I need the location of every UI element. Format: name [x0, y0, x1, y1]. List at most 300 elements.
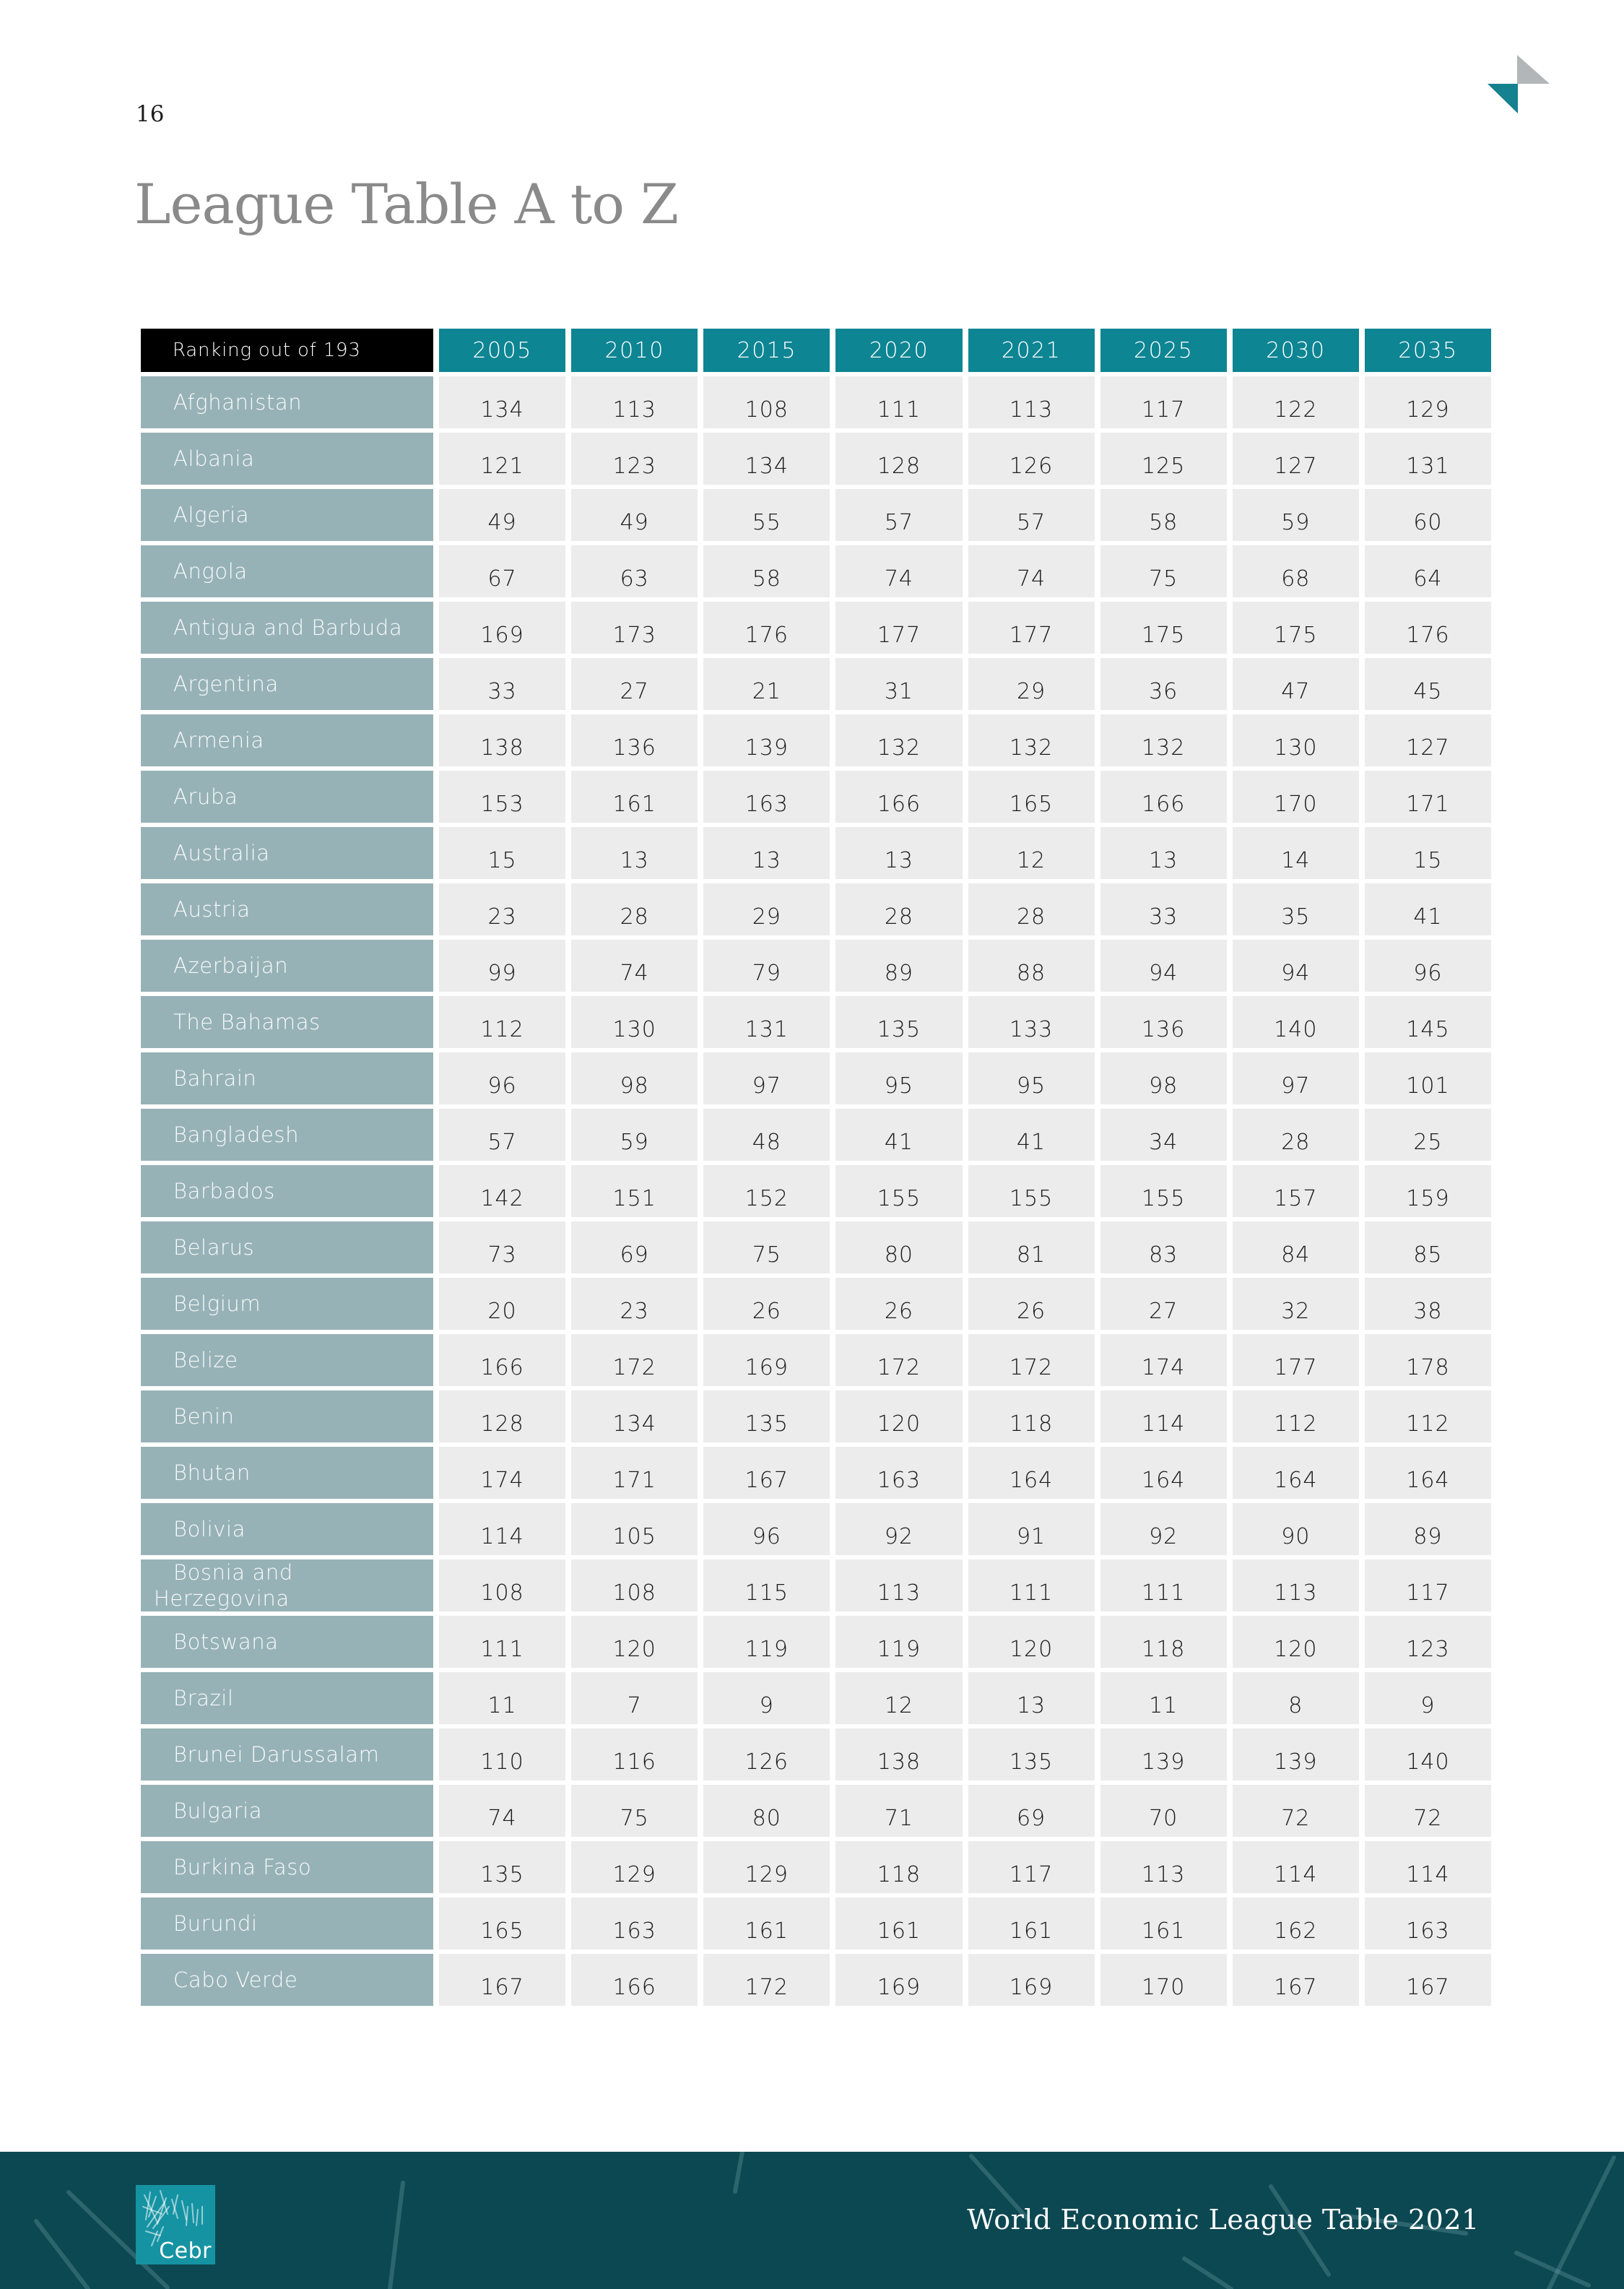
rank-value: 15 — [439, 827, 565, 879]
rank-value: 161 — [835, 1898, 962, 1950]
rank-value: 9 — [703, 1672, 830, 1724]
rank-value: 15 — [1365, 827, 1491, 879]
rank-value: 114 — [1233, 1841, 1359, 1893]
country-label — [141, 1841, 433, 1893]
rank-value: 163 — [703, 771, 830, 823]
rank-value: 25 — [1365, 1109, 1491, 1161]
country-name: Afghanistan — [173, 389, 303, 415]
rank-value: 139 — [703, 714, 830, 766]
rank-value: 27 — [1100, 1278, 1227, 1330]
page-number: 16 — [136, 101, 165, 127]
rank-value: 69 — [571, 1221, 698, 1273]
country-label — [141, 1052, 433, 1104]
rank-value: 74 — [835, 545, 962, 597]
country-label — [141, 883, 433, 935]
rank-value: 32 — [1233, 1278, 1359, 1330]
rank-value: 14 — [1233, 827, 1359, 879]
country-name: The Bahamas — [173, 1009, 321, 1034]
year-column-header: 2010 — [571, 329, 698, 372]
rank-value: 132 — [968, 714, 1095, 766]
country-name: Burkina Faso — [173, 1854, 312, 1879]
country-label — [141, 658, 433, 710]
country-label — [141, 489, 433, 541]
rank-value: 157 — [1233, 1165, 1359, 1217]
country-label — [141, 771, 433, 823]
country-label — [141, 545, 433, 597]
country-label — [141, 1898, 433, 1950]
country-label — [141, 996, 433, 1048]
rank-value: 163 — [835, 1447, 962, 1499]
rank-value: 9 — [1365, 1672, 1491, 1724]
rank-value: 167 — [1233, 1954, 1359, 2006]
cebr-logo-text: Cebr — [159, 2238, 212, 2264]
pinwheel-logo-icon — [1484, 51, 1556, 119]
rank-value: 163 — [571, 1898, 698, 1950]
country-name: Belgium — [173, 1291, 261, 1316]
rank-value: 111 — [439, 1616, 565, 1668]
rank-value: 71 — [835, 1785, 962, 1837]
rank-value: 112 — [1233, 1390, 1359, 1442]
rank-value: 173 — [571, 602, 698, 654]
rank-value: 34 — [1100, 1109, 1227, 1161]
rank-value: 162 — [1233, 1898, 1359, 1950]
rank-value: 132 — [835, 714, 962, 766]
rank-value: 113 — [968, 376, 1095, 428]
rank-value: 120 — [571, 1616, 698, 1668]
rank-value: 155 — [968, 1165, 1095, 1217]
rank-value: 166 — [1100, 771, 1227, 823]
rank-value: 112 — [1365, 1390, 1491, 1442]
country-name: Australia — [173, 840, 270, 865]
rank-value: 151 — [571, 1165, 698, 1217]
country-name: Bangladesh — [173, 1122, 300, 1147]
rank-value: 176 — [703, 602, 830, 654]
year-column-header: 2020 — [835, 329, 962, 372]
country-name: Armenia — [173, 727, 264, 753]
rank-value: 28 — [835, 883, 962, 935]
rank-value: 13 — [968, 1672, 1095, 1724]
country-label — [141, 1785, 433, 1837]
rank-value: 125 — [1100, 433, 1227, 485]
rank-value: 135 — [439, 1841, 565, 1893]
year-column-header: 2005 — [439, 329, 565, 372]
country-label — [141, 433, 433, 485]
rank-value: 118 — [1100, 1616, 1227, 1668]
country-label — [141, 714, 433, 766]
rank-value: 59 — [571, 1109, 698, 1161]
rank-value: 163 — [1365, 1898, 1491, 1950]
rank-value: 58 — [1100, 489, 1227, 541]
rank-value: 172 — [571, 1334, 698, 1386]
rank-value: 83 — [1100, 1221, 1227, 1273]
rank-value: 126 — [968, 433, 1095, 485]
rank-value: 80 — [703, 1785, 830, 1837]
country-name: Algeria — [173, 502, 250, 527]
footer-report-title: World Economic League Table 2021 — [967, 2204, 1480, 2236]
rank-value: 119 — [703, 1616, 830, 1668]
page-footer — [0, 2152, 1624, 2289]
rank-value: 136 — [1100, 996, 1227, 1048]
rank-value: 92 — [1100, 1503, 1227, 1555]
rank-value: 60 — [1365, 489, 1491, 541]
rank-value: 129 — [1365, 376, 1491, 428]
rank-value: 174 — [1100, 1334, 1227, 1386]
rank-value: 133 — [968, 996, 1095, 1048]
country-label — [141, 940, 433, 992]
country-label — [141, 1672, 433, 1724]
rank-value: 41 — [1365, 883, 1491, 935]
rank-value: 35 — [1233, 883, 1359, 935]
country-name: Argentina — [173, 671, 279, 696]
rank-value: 159 — [1365, 1165, 1491, 1217]
rank-value: 28 — [1233, 1109, 1359, 1161]
year-column-header: 2015 — [703, 329, 830, 372]
rank-value: 114 — [1365, 1841, 1491, 1893]
rank-value: 94 — [1233, 940, 1359, 992]
rank-value: 113 — [1233, 1559, 1359, 1611]
rank-value: 114 — [439, 1503, 565, 1555]
rank-value: 45 — [1365, 658, 1491, 710]
rank-value: 88 — [968, 940, 1095, 992]
rank-value: 29 — [968, 658, 1095, 710]
rank-value: 89 — [1365, 1503, 1491, 1555]
rank-value: 63 — [571, 545, 698, 597]
rank-value: 121 — [439, 433, 565, 485]
rank-value: 169 — [439, 602, 565, 654]
rank-value: 95 — [835, 1052, 962, 1104]
rank-value: 90 — [1233, 1503, 1359, 1555]
rank-value: 140 — [1233, 996, 1359, 1048]
country-label — [141, 376, 433, 428]
rank-value: 108 — [571, 1559, 698, 1611]
country-label — [141, 1616, 433, 1668]
rank-value: 135 — [835, 996, 962, 1048]
rank-value: 115 — [703, 1559, 830, 1611]
country-name: Azerbaijan — [173, 953, 289, 978]
rank-value: 166 — [439, 1334, 565, 1386]
rank-value: 75 — [1100, 545, 1227, 597]
country-name: Bolivia — [173, 1516, 246, 1541]
rank-value: 117 — [1365, 1559, 1491, 1611]
rank-value: 81 — [968, 1221, 1095, 1273]
country-label — [141, 1559, 433, 1611]
rank-value: 31 — [835, 658, 962, 710]
rank-value: 99 — [439, 940, 565, 992]
rank-value: 80 — [835, 1221, 962, 1273]
rank-value: 64 — [1365, 545, 1491, 597]
rank-value: 23 — [439, 883, 565, 935]
year-column-header: 2030 — [1233, 329, 1359, 372]
rank-value: 96 — [1365, 940, 1491, 992]
country-label — [141, 1503, 433, 1555]
rank-value: 26 — [968, 1278, 1095, 1330]
rank-value: 161 — [703, 1898, 830, 1950]
rank-value: 175 — [1233, 602, 1359, 654]
rank-value: 70 — [1100, 1785, 1227, 1837]
rank-value: 49 — [571, 489, 698, 541]
rank-value: 95 — [968, 1052, 1095, 1104]
rank-value: 105 — [571, 1503, 698, 1555]
rank-value: 169 — [703, 1334, 830, 1386]
rank-value: 167 — [703, 1447, 830, 1499]
rank-value: 97 — [703, 1052, 830, 1104]
rank-value: 12 — [968, 827, 1095, 879]
rank-value: 113 — [835, 1559, 962, 1611]
cebr-logo — [136, 2185, 215, 2264]
rank-value: 89 — [835, 940, 962, 992]
rank-value: 28 — [968, 883, 1095, 935]
rank-value: 166 — [835, 771, 962, 823]
rank-value: 123 — [1365, 1616, 1491, 1668]
rank-value: 28 — [571, 883, 698, 935]
rank-value: 47 — [1233, 658, 1359, 710]
rank-value: 13 — [703, 827, 830, 879]
rank-value: 7 — [571, 1672, 698, 1724]
rank-value: 129 — [703, 1841, 830, 1893]
rank-value: 26 — [835, 1278, 962, 1330]
rank-value: 96 — [703, 1503, 830, 1555]
rank-value: 79 — [703, 940, 830, 992]
rank-value: 122 — [1233, 376, 1359, 428]
rank-value: 177 — [968, 602, 1095, 654]
rank-value: 134 — [439, 376, 565, 428]
rank-value: 11 — [439, 1672, 565, 1724]
rank-value: 72 — [1233, 1785, 1359, 1837]
country-label — [141, 827, 433, 879]
rank-value: 140 — [1365, 1728, 1491, 1780]
rank-value: 98 — [1100, 1052, 1227, 1104]
country-label — [141, 1728, 433, 1780]
rank-value: 38 — [1365, 1278, 1491, 1330]
rank-value: 8 — [1233, 1672, 1359, 1724]
rank-value: 111 — [835, 376, 962, 428]
rank-value: 134 — [703, 433, 830, 485]
rank-value: 117 — [968, 1841, 1095, 1893]
rank-value: 108 — [439, 1559, 565, 1611]
rank-value: 36 — [1100, 658, 1227, 710]
rank-value: 132 — [1100, 714, 1227, 766]
rank-value: 177 — [835, 602, 962, 654]
rank-value: 171 — [571, 1447, 698, 1499]
country-name: Burundi — [173, 1911, 258, 1936]
rank-value: 58 — [703, 545, 830, 597]
country-name: Brunei Darussalam — [173, 1741, 380, 1767]
rank-value: 138 — [439, 714, 565, 766]
rank-value: 57 — [439, 1109, 565, 1161]
rank-value: 12 — [835, 1672, 962, 1724]
country-name: Bahrain — [173, 1065, 257, 1091]
rank-value: 170 — [1233, 771, 1359, 823]
rank-value: 166 — [571, 1954, 698, 2006]
rank-value: 120 — [835, 1390, 962, 1442]
rank-value: 119 — [835, 1616, 962, 1668]
rank-value: 164 — [1100, 1447, 1227, 1499]
rank-value: 171 — [1365, 771, 1491, 823]
country-name: Angola — [173, 558, 248, 584]
table-corner-header: Ranking out of 193 — [141, 329, 433, 372]
rank-value: 130 — [1233, 714, 1359, 766]
rank-value: 33 — [1100, 883, 1227, 935]
rank-value: 26 — [703, 1278, 830, 1330]
country-name: Bulgaria — [173, 1798, 263, 1823]
rank-value: 120 — [1233, 1616, 1359, 1668]
rank-value: 142 — [439, 1165, 565, 1217]
rank-value: 118 — [835, 1841, 962, 1893]
rank-value: 167 — [1365, 1954, 1491, 2006]
rank-value: 13 — [1100, 827, 1227, 879]
country-name: Benin — [173, 1403, 235, 1429]
rank-value: 126 — [703, 1728, 830, 1780]
country-name: Botswana — [173, 1629, 279, 1654]
rank-value: 108 — [703, 376, 830, 428]
rank-value: 84 — [1233, 1221, 1359, 1273]
rank-value: 172 — [703, 1954, 830, 2006]
country-name: Antigua and Barbuda — [173, 615, 403, 640]
rank-value: 74 — [571, 940, 698, 992]
country-label — [141, 1221, 433, 1273]
rank-value: 49 — [439, 489, 565, 541]
rank-value: 57 — [835, 489, 962, 541]
rank-value: 177 — [1233, 1334, 1359, 1386]
rank-value: 164 — [1233, 1447, 1359, 1499]
rank-value: 161 — [968, 1898, 1095, 1950]
rank-value: 175 — [1100, 602, 1227, 654]
rank-value: 145 — [1365, 996, 1491, 1048]
rank-value: 174 — [439, 1447, 565, 1499]
rank-value: 178 — [1365, 1334, 1491, 1386]
country-name: Albania — [173, 446, 255, 471]
page-title: League Table A to Z — [134, 172, 678, 236]
rank-value: 135 — [703, 1390, 830, 1442]
rank-value: 138 — [835, 1728, 962, 1780]
rank-value: 75 — [571, 1785, 698, 1837]
rank-value: 165 — [439, 1898, 565, 1950]
rank-value: 97 — [1233, 1052, 1359, 1104]
rank-value: 161 — [1100, 1898, 1227, 1950]
country-label — [141, 1954, 433, 2006]
country-label — [141, 1447, 433, 1499]
rank-value: 41 — [968, 1109, 1095, 1161]
rank-value: 172 — [835, 1334, 962, 1386]
country-name: Aruba — [173, 784, 238, 809]
rank-value: 170 — [1100, 1954, 1227, 2006]
league-table — [141, 329, 1491, 2006]
rank-value: 139 — [1233, 1728, 1359, 1780]
rank-value: 172 — [968, 1334, 1095, 1386]
rank-value: 169 — [968, 1954, 1095, 2006]
country-name: Belarus — [173, 1234, 255, 1260]
rank-value: 164 — [968, 1447, 1095, 1499]
rank-value: 136 — [571, 714, 698, 766]
rank-value: 13 — [571, 827, 698, 879]
rank-value: 110 — [439, 1728, 565, 1780]
rank-value: 48 — [703, 1109, 830, 1161]
year-column-header: 2025 — [1100, 329, 1227, 372]
country-name: Bosnia and Herzegovina — [154, 1559, 293, 1611]
rank-value: 55 — [703, 489, 830, 541]
country-name: Cabo Verde — [173, 1967, 298, 1992]
rank-value: 152 — [703, 1165, 830, 1217]
rank-value: 23 — [571, 1278, 698, 1330]
rank-value: 113 — [1100, 1841, 1227, 1893]
rank-value: 164 — [1365, 1447, 1491, 1499]
rank-value: 29 — [703, 883, 830, 935]
rank-value: 74 — [439, 1785, 565, 1837]
rank-value: 176 — [1365, 602, 1491, 654]
country-label — [141, 1334, 433, 1386]
rank-value: 135 — [968, 1728, 1095, 1780]
rank-value: 72 — [1365, 1785, 1491, 1837]
rank-value: 139 — [1100, 1728, 1227, 1780]
country-name: Austria — [173, 896, 251, 922]
rank-value: 155 — [835, 1165, 962, 1217]
rank-value: 57 — [968, 489, 1095, 541]
country-label — [141, 1390, 433, 1442]
country-label — [141, 1278, 433, 1330]
rank-value: 113 — [571, 376, 698, 428]
rank-value: 134 — [571, 1390, 698, 1442]
rank-value: 111 — [1100, 1559, 1227, 1611]
country-name: Barbados — [173, 1178, 275, 1203]
rank-value: 112 — [439, 996, 565, 1048]
rank-value: 161 — [571, 771, 698, 823]
rank-value: 127 — [1365, 714, 1491, 766]
rank-value: 75 — [703, 1221, 830, 1273]
rank-value: 11 — [1100, 1672, 1227, 1724]
rank-value: 33 — [439, 658, 565, 710]
rank-value: 130 — [571, 996, 698, 1048]
rank-value: 59 — [1233, 489, 1359, 541]
rank-value: 123 — [571, 433, 698, 485]
rank-value: 27 — [571, 658, 698, 710]
rank-value: 131 — [1365, 433, 1491, 485]
rank-value: 153 — [439, 771, 565, 823]
year-column-header: 2035 — [1365, 329, 1491, 372]
country-name: Belize — [173, 1347, 238, 1372]
rank-value: 131 — [703, 996, 830, 1048]
rank-value: 117 — [1100, 376, 1227, 428]
rank-value: 116 — [571, 1728, 698, 1780]
country-name: Brazil — [173, 1685, 234, 1710]
year-column-header: 2021 — [968, 329, 1095, 372]
rank-value: 169 — [835, 1954, 962, 2006]
rank-value: 41 — [835, 1109, 962, 1161]
rank-value: 21 — [703, 658, 830, 710]
rank-value: 118 — [968, 1390, 1095, 1442]
rank-value: 167 — [439, 1954, 565, 2006]
rank-value: 155 — [1100, 1165, 1227, 1217]
rank-value: 73 — [439, 1221, 565, 1273]
country-label — [141, 602, 433, 654]
rank-value: 96 — [439, 1052, 565, 1104]
rank-value: 13 — [835, 827, 962, 879]
rank-value: 92 — [835, 1503, 962, 1555]
rank-value: 74 — [968, 545, 1095, 597]
rank-value: 91 — [968, 1503, 1095, 1555]
rank-value: 120 — [968, 1616, 1095, 1668]
rank-value: 128 — [835, 433, 962, 485]
country-label — [141, 1165, 433, 1217]
rank-value: 129 — [571, 1841, 698, 1893]
rank-value: 69 — [968, 1785, 1095, 1837]
rank-value: 68 — [1233, 545, 1359, 597]
rank-value: 101 — [1365, 1052, 1491, 1104]
country-label — [141, 1109, 433, 1161]
rank-value: 111 — [968, 1559, 1095, 1611]
rank-value: 128 — [439, 1390, 565, 1442]
rank-value: 98 — [571, 1052, 698, 1104]
rank-value: 20 — [439, 1278, 565, 1330]
